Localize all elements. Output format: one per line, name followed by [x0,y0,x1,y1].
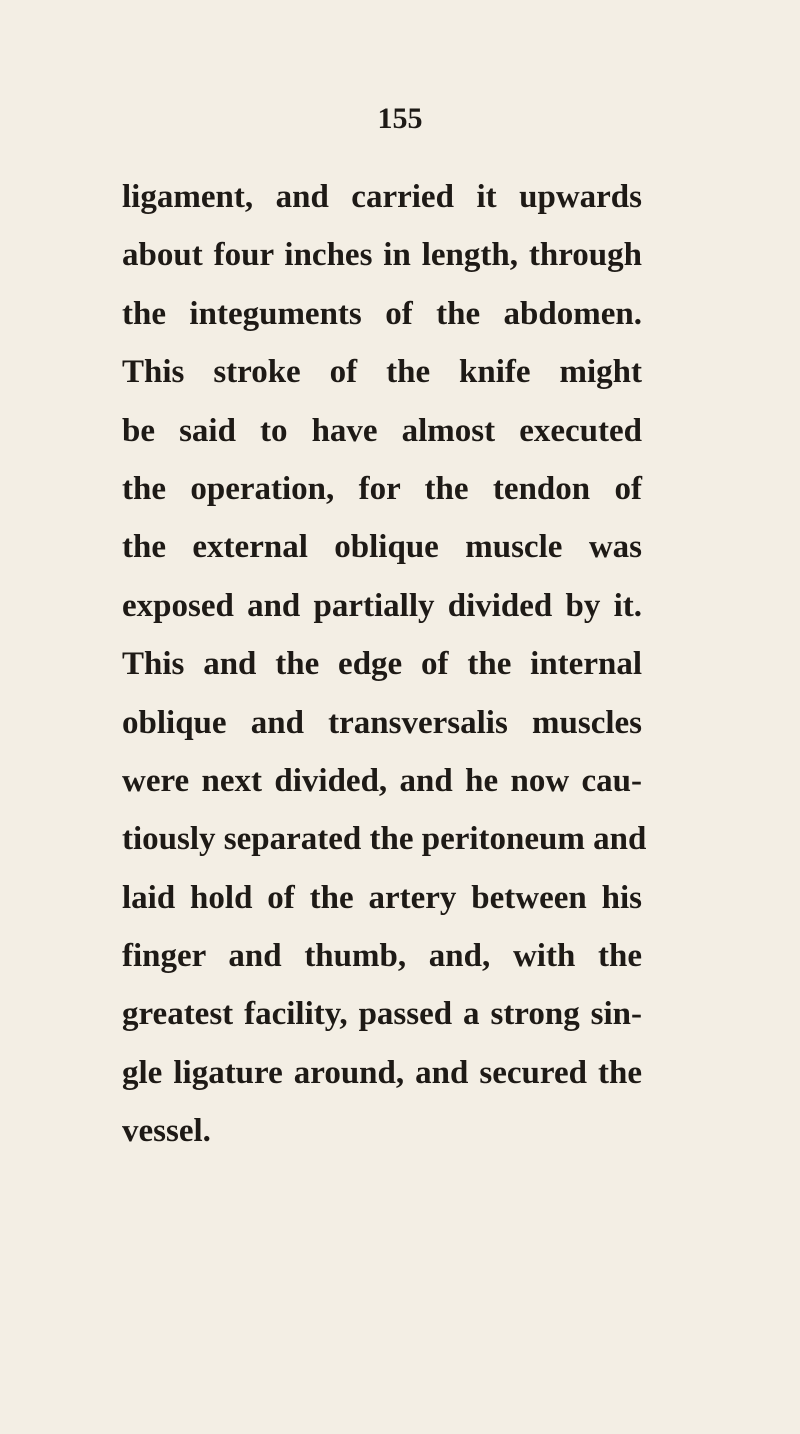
text-line: the operation, for the tendon of [122,470,642,507]
text-line: about four inches in length, through [122,237,642,274]
text-line: the integuments of the abdomen. [122,295,642,332]
text-line: greatest facility, passed a strong sin- [122,996,642,1033]
text-line: vessel. [122,1113,211,1150]
text-line: This stroke of the knife might [122,354,642,391]
text-line: oblique and transversalis muscles [122,704,642,741]
text-line: be said to have almost executed [122,412,642,449]
text-line: exposed and partially divided by it. [122,587,642,624]
text-line: the external oblique muscle was [122,529,642,566]
text-line: tiously separated the peritoneum and [122,821,647,858]
text-line: gle ligature around, and secured the [122,1054,642,1091]
text-line: laid hold of the artery between his [122,879,642,916]
text-line: finger and thumb, and, with the [122,938,642,975]
body-text [122,168,647,1161]
text-line: were next divided, and he now cau- [122,762,642,799]
page-number: 155 [377,102,423,135]
text-line: ligament, and carried it upwards [122,179,642,215]
text-line: This and the edge of the internal [122,646,642,683]
